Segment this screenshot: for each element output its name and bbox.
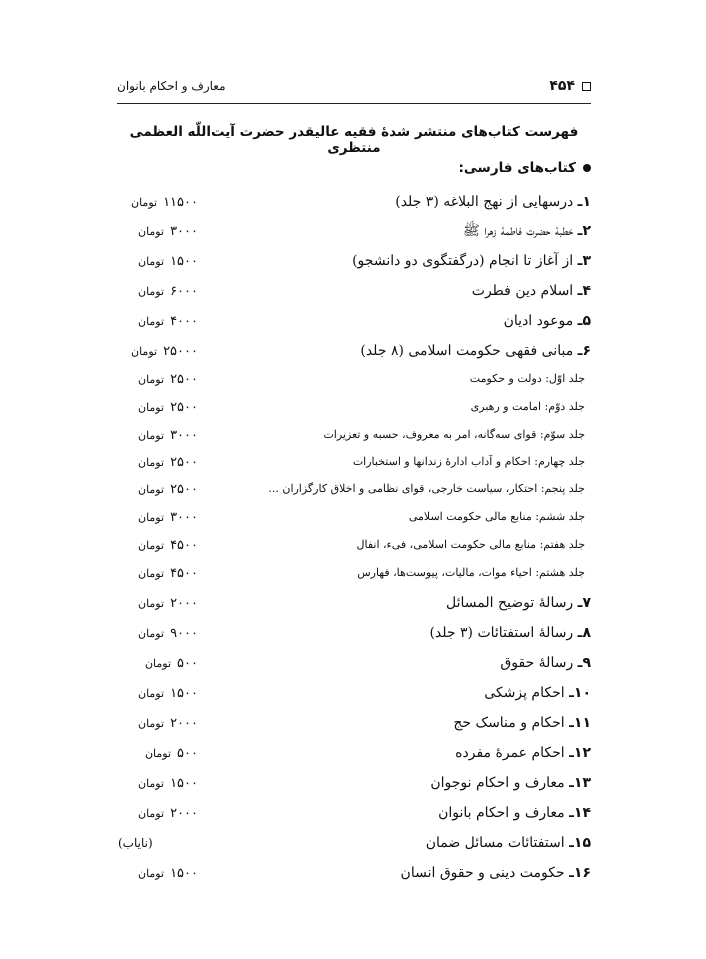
book-price bbox=[118, 801, 198, 826]
book-row bbox=[0, 831, 706, 855]
price-value: ۴۵۰۰ bbox=[170, 566, 198, 581]
book-row bbox=[0, 681, 706, 705]
book-price bbox=[118, 423, 198, 448]
page-number: ۴۵۴ bbox=[549, 78, 575, 94]
page-title: فهرست کتاب‌های منتشر شدهٔ فقیه عالیقدر حضرت آیت‌اللّه العظمی منتظری bbox=[129, 124, 579, 156]
title-text: خطبهٔ حضرت فاطمهٔ زهرا ﷺ bbox=[462, 223, 574, 239]
title-text: احکام پزشکی bbox=[484, 685, 565, 701]
price-value: ۴۰۰۰ bbox=[170, 314, 198, 329]
title-text: معارف و احکام بانوان bbox=[438, 805, 565, 821]
book-row bbox=[0, 279, 706, 303]
volume-title bbox=[357, 561, 585, 585]
book-row bbox=[0, 339, 706, 363]
price-value: ۱۱۵۰۰ bbox=[163, 195, 198, 210]
book-price bbox=[118, 741, 198, 766]
page-number-group bbox=[549, 78, 591, 94]
title-text: از آغاز تا انجام (درگفتگوی دو دانشجو) bbox=[352, 253, 574, 269]
volume-row bbox=[0, 367, 706, 391]
book-number: ۱۳ـ bbox=[569, 775, 591, 791]
book-number: ۱۵ـ bbox=[569, 835, 591, 851]
currency-label: تومان bbox=[144, 747, 172, 760]
price-value: ۲۵۰۰ bbox=[170, 482, 198, 497]
currency-label: تومان bbox=[144, 657, 172, 670]
running-title: معارف و احکام بانوان bbox=[117, 79, 226, 93]
currency-label: تومان bbox=[137, 285, 165, 298]
currency-label: تومان bbox=[137, 687, 165, 700]
book-number: ۷ـ bbox=[577, 595, 591, 611]
currency-label: تومان bbox=[131, 196, 158, 209]
price-value: ۲۵۰۰ bbox=[170, 400, 198, 415]
book-row bbox=[0, 771, 706, 795]
book-title bbox=[438, 801, 591, 825]
currency-label: تومان bbox=[137, 456, 165, 469]
header-divider bbox=[117, 103, 591, 104]
book-price bbox=[118, 249, 198, 274]
section-heading bbox=[458, 160, 591, 176]
volume-row bbox=[0, 561, 706, 585]
book-number: ۱۲ـ bbox=[569, 745, 591, 761]
book-row bbox=[0, 861, 706, 885]
price-value: ۳۰۰۰ bbox=[170, 224, 198, 239]
title-text: حکومت دینی و حقوق انسان bbox=[400, 865, 565, 881]
book-title bbox=[360, 339, 591, 363]
currency-label: تومان bbox=[137, 567, 165, 580]
book-price bbox=[118, 681, 198, 706]
title-text: معارف و احکام نوجوان bbox=[430, 775, 565, 791]
book-number: ۳ـ bbox=[577, 253, 591, 269]
book-price bbox=[118, 367, 198, 392]
book-title bbox=[504, 309, 591, 333]
price-value: ۹۰۰۰ bbox=[170, 626, 198, 641]
book-number: ۸ـ bbox=[577, 625, 591, 641]
price-value: ۱۵۰۰ bbox=[170, 686, 198, 701]
price-value: ۶۰۰۰ bbox=[170, 284, 198, 299]
book-number: ۱ـ bbox=[577, 194, 591, 210]
book-title bbox=[455, 741, 591, 765]
book-price bbox=[118, 591, 198, 616]
title-text: رسالهٔ استفتائات (۳ جلد) bbox=[429, 625, 574, 641]
title-text: احکام عمرهٔ مفرده bbox=[455, 745, 565, 761]
square-bullet-icon bbox=[582, 82, 591, 91]
title-text: رسالهٔ توضیح المسائل bbox=[445, 595, 574, 611]
price-value: ۲۰۰۰ bbox=[170, 806, 198, 821]
title-text: جلد چهارم: احکام و آداب ادارهٔ زندانها و استخبارات bbox=[352, 455, 585, 468]
book-price bbox=[118, 219, 198, 244]
book-row bbox=[0, 219, 706, 243]
book-number: ۱۶ـ bbox=[569, 865, 591, 881]
price-value: ۱۵۰۰ bbox=[170, 254, 198, 269]
book-price bbox=[118, 339, 198, 364]
book-price bbox=[118, 309, 198, 334]
book-price bbox=[118, 771, 198, 796]
currency-label: تومان bbox=[137, 539, 165, 552]
price-value: ۱۵۰۰ bbox=[170, 776, 198, 791]
book-price bbox=[118, 861, 198, 886]
title-text: رسالهٔ حقوق bbox=[500, 655, 574, 671]
currency-label: تومان bbox=[137, 483, 165, 496]
volume-title bbox=[323, 423, 585, 447]
title-text: جلد پنجم: احتکار، سیاست خارجی، قوای نظامی و اخلاق کارگزاران ... bbox=[268, 482, 585, 495]
book-title bbox=[430, 771, 591, 795]
currency-label: تومان bbox=[137, 401, 165, 414]
volume-title bbox=[268, 477, 585, 501]
volume-row bbox=[0, 395, 706, 419]
currency-label: تومان bbox=[137, 777, 165, 790]
title-text: جلد اوّل: دولت و حکومت bbox=[469, 372, 585, 385]
book-title bbox=[429, 621, 591, 645]
book-row bbox=[0, 591, 706, 615]
title-text: جلد دوّم: امامت و رهبری bbox=[470, 400, 585, 413]
book-title bbox=[401, 861, 591, 885]
volume-row bbox=[0, 477, 706, 501]
book-price bbox=[118, 621, 198, 646]
volume-row bbox=[0, 423, 706, 447]
book-price bbox=[118, 190, 198, 215]
currency-label: تومان bbox=[137, 627, 165, 640]
bullet-icon bbox=[583, 164, 591, 172]
currency-label: تومان bbox=[137, 429, 165, 442]
book-row bbox=[0, 801, 706, 825]
book-title bbox=[446, 591, 591, 615]
volume-title bbox=[353, 450, 585, 474]
book-price bbox=[118, 505, 198, 530]
book-row bbox=[0, 651, 706, 675]
price-value: ۵۰۰ bbox=[177, 656, 198, 671]
currency-label: تومان bbox=[137, 511, 165, 524]
section-title: کتاب‌های فارسی: bbox=[458, 160, 576, 176]
title-text: جلد سوّم: قوای سه‌گانه، امر به معروف، حسبه و تعزیرات bbox=[323, 428, 585, 441]
currency-label: تومان bbox=[137, 225, 165, 238]
volume-title bbox=[470, 367, 585, 391]
book-number: ۵ـ bbox=[577, 313, 591, 329]
book-title bbox=[500, 651, 591, 675]
volume-title bbox=[409, 505, 585, 529]
book-price bbox=[118, 561, 198, 586]
currency-label: تومان bbox=[137, 315, 165, 328]
price-value: ۲۵۰۰۰ bbox=[163, 344, 198, 359]
currency-label: تومان bbox=[131, 345, 158, 358]
price-value: ۲۰۰۰ bbox=[170, 716, 198, 731]
book-number: ۹ـ bbox=[577, 655, 591, 671]
page-header bbox=[117, 78, 591, 102]
currency-label: تومان bbox=[137, 255, 165, 268]
price-value: ۴۵۰۰ bbox=[170, 538, 198, 553]
currency-label: تومان bbox=[137, 373, 165, 386]
title-text: استفتائات مسائل ضمان bbox=[425, 835, 565, 851]
volume-row bbox=[0, 533, 706, 557]
book-row bbox=[0, 621, 706, 645]
book-title bbox=[463, 219, 591, 243]
book-row bbox=[0, 741, 706, 765]
book-row bbox=[0, 249, 706, 273]
book-number: ۴ـ bbox=[577, 283, 591, 299]
title-text: جلد هفتم: منابع مالی حکومت اسلامی، فیء، انفال bbox=[356, 538, 585, 551]
book-title bbox=[426, 831, 591, 855]
book-number: ۶ـ bbox=[577, 343, 591, 359]
title-text: مبانی فقهی حکومت اسلامی (۸ جلد) bbox=[360, 343, 574, 359]
price-value: ۲۰۰۰ bbox=[170, 596, 198, 611]
volume-title bbox=[356, 533, 585, 557]
title-text: موعود ادیان bbox=[503, 313, 574, 329]
book-row bbox=[0, 190, 706, 214]
title-text: درسهایی از نهج البلاغه (۳ جلد) bbox=[395, 194, 574, 210]
title-text: احکام و مناسک حج bbox=[453, 715, 565, 731]
book-number: ۱۰ـ bbox=[569, 685, 591, 701]
book-price bbox=[118, 651, 198, 676]
title-text: جلد هشتم: احیاء موات، مالیات، پیوست‌ها، فهارس bbox=[357, 566, 585, 579]
volume-row bbox=[0, 450, 706, 474]
book-row bbox=[0, 711, 706, 735]
book-price bbox=[118, 711, 198, 736]
book-number: ۱۴ـ bbox=[569, 805, 591, 821]
book-price bbox=[118, 279, 198, 304]
book-number: ۱۱ـ bbox=[569, 715, 591, 731]
book-price bbox=[118, 831, 198, 855]
currency-label: تومان bbox=[137, 807, 165, 820]
availability-note: (نایاب) bbox=[118, 836, 153, 850]
currency-label: تومان bbox=[137, 597, 165, 610]
book-price bbox=[118, 477, 198, 502]
book-title bbox=[484, 681, 591, 705]
title-text: اسلام دین فطرت bbox=[471, 283, 574, 299]
book-price bbox=[118, 533, 198, 558]
book-number: ۲ـ bbox=[577, 223, 591, 239]
price-value: ۲۵۰۰ bbox=[170, 372, 198, 387]
price-value: ۱۵۰۰ bbox=[170, 866, 198, 881]
volume-title bbox=[471, 395, 585, 419]
title-text: جلد ششم: منابع مالی حکومت اسلامی bbox=[408, 510, 585, 523]
book-row bbox=[0, 309, 706, 333]
book-price bbox=[118, 450, 198, 475]
price-value: ۲۵۰۰ bbox=[170, 455, 198, 470]
volume-row bbox=[0, 505, 706, 529]
book-title bbox=[352, 249, 591, 273]
book-title bbox=[395, 190, 591, 214]
currency-label: تومان bbox=[137, 717, 165, 730]
book-title bbox=[453, 711, 591, 735]
price-value: ۵۰۰ bbox=[177, 746, 198, 761]
price-value: ۳۰۰۰ bbox=[170, 510, 198, 525]
book-price bbox=[118, 395, 198, 420]
book-title bbox=[472, 279, 591, 303]
price-value: ۳۰۰۰ bbox=[170, 428, 198, 443]
currency-label: تومان bbox=[137, 867, 165, 880]
